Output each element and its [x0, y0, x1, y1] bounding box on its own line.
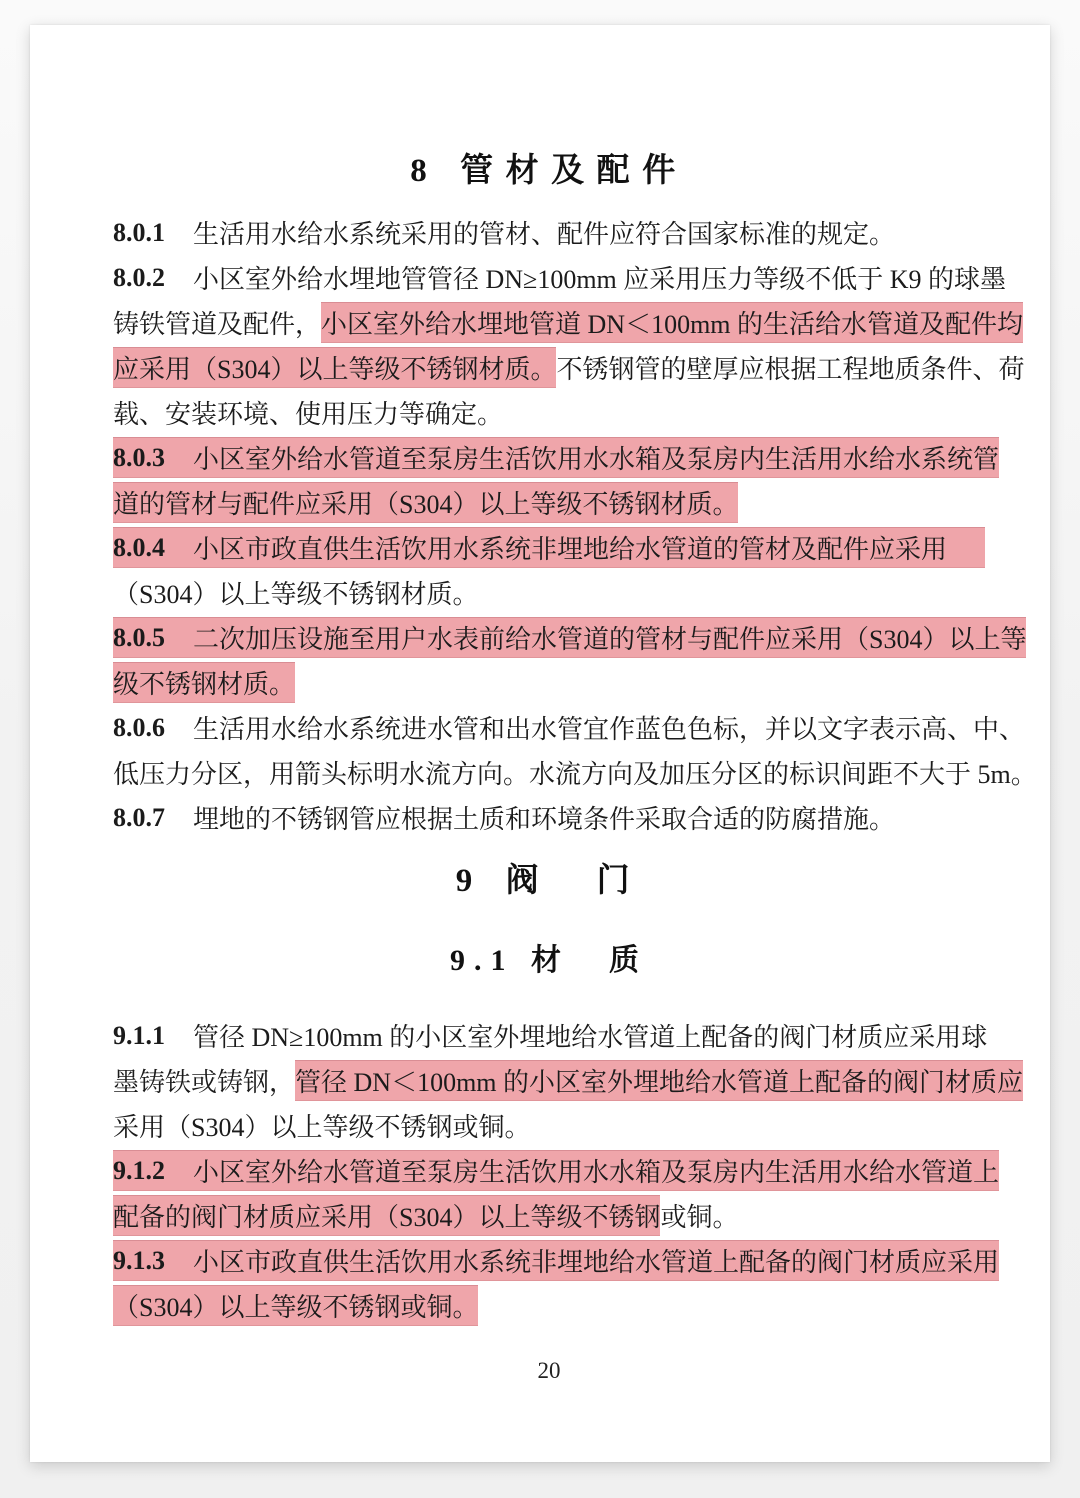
highlighted-text: 8.0.4 — [113, 527, 193, 568]
clause-8-0-6-line-2 — [113, 750, 1037, 795]
page-number: 20 — [537, 1358, 561, 1383]
highlighted-text: 小区室外给水管道至泵房生活饮用水水箱及泵房内生活用水给水管道上 — [193, 1150, 999, 1191]
highlighted-text: 应采用（S304）以上等级不锈钢材质。 — [113, 347, 556, 388]
highlighted-text: 管径 DN＜100mm 的小区室外埋地给水管道上配备的阀门材质应 — [295, 1060, 1023, 1101]
highlighted-text: 小区室外给水管道至泵房生活饮用水水箱及泵房内生活用水给水系统管 — [193, 437, 999, 478]
clause-9-1-1-line-1 — [113, 1013, 988, 1058]
clause-number: 8.0.2 — [113, 262, 165, 292]
highlighted-text: 9.1.3 — [113, 1240, 193, 1281]
page-content — [113, 148, 1037, 1328]
body-text: 生活用水给水系统进水管和出水管宜作蓝色色标，并以文字表示高、中、 — [193, 715, 1026, 744]
clause-8-0-1 — [113, 210, 985, 255]
clause-8-0-3-line-2 — [113, 480, 985, 525]
highlighted-text: 8.0.3 — [113, 437, 193, 478]
highlighted-text: 二次加压设施至用户水表前给水管道的管材与配件应采用（S304）以上等 — [193, 617, 1026, 658]
clause-8-0-7 — [113, 795, 985, 840]
highlighted-text: 道的管材与配件应采用（S304）以上等级不锈钢材质。 — [113, 482, 738, 523]
body-text: 埋地的不锈钢管应根据土质和环境条件采取合适的防腐措施。 — [193, 805, 896, 834]
highlighted-text: 8.0.5 — [113, 617, 193, 658]
body-text: 管径 DN≥100mm 的小区室外埋地给水管道上配备的阀门材质应采用球 — [193, 1023, 988, 1052]
chapter-8-title: 8 管材及配件 — [410, 153, 688, 189]
clause-8-0-2-line-1 — [113, 255, 1007, 300]
chapter-9-title: 9 阀 门 — [455, 863, 643, 899]
body-text: 墨铸铁或铸钢， — [113, 1068, 296, 1097]
clause-8-0-6-line-1 — [113, 705, 1026, 750]
body-text: 或铜。 — [660, 1203, 739, 1232]
clause-9-1-1-line-3 — [113, 1103, 985, 1148]
clause-number: 8.0.7 — [113, 802, 165, 832]
clause-9-1-1-line-2 — [113, 1058, 1024, 1103]
clause-8-0-4-line-2 — [113, 570, 985, 615]
body-text: 小区室外给水埋地管管径 DN≥100mm 应采用压力等级不低于 K9 的球墨 — [193, 265, 1007, 294]
clause-8-0-2-line-4 — [113, 390, 985, 435]
highlighted-text: 配备的阀门材质应采用（S304）以上等级不锈钢 — [113, 1195, 660, 1236]
section-9-1-title: 9.1 材 质 — [450, 944, 648, 977]
clause-8-0-4-line-1 — [113, 525, 985, 570]
body-text: 铸铁管道及配件， — [113, 310, 322, 339]
clause-number: 8.0.1 — [113, 217, 165, 247]
clause-8-0-5-line-2 — [113, 660, 985, 705]
body-text: 不锈钢管的壁厚应根据工程地质条件、荷 — [556, 355, 1025, 384]
clause-9-1-2-line-2 — [113, 1193, 985, 1238]
clause-number: 9.1.1 — [113, 1020, 165, 1050]
clause-9-1-3-line-1 — [113, 1238, 1000, 1283]
clause-8-0-3-line-1 — [113, 435, 1000, 480]
highlighted-text: （S304）以上等级不锈钢或铜。 — [113, 1285, 478, 1326]
body-text: 低压力分区，用箭头标明水流方向。水流方向及加压分区的标识间距不大于 5m。 — [113, 760, 1037, 789]
clause-9-1-3-line-2 — [113, 1283, 985, 1328]
clause-8-0-2-line-2 — [113, 300, 1024, 345]
highlighted-text: 9.1.2 — [113, 1150, 193, 1191]
body-text: （S304）以上等级不锈钢材质。 — [113, 580, 479, 609]
highlighted-text: 小区室外给水埋地管道 DN＜100mm 的生活给水管道及配件均 — [321, 302, 1023, 343]
highlighted-text: 级不锈钢材质。 — [113, 662, 295, 703]
document-page — [30, 25, 1050, 1462]
clause-9-1-2-line-1 — [113, 1148, 1000, 1193]
body-text: 采用（S304）以上等级不锈钢或铜。 — [113, 1113, 531, 1142]
highlighted-text: 小区市政直供生活饮用水系统非埋地给水管道上配备的阀门材质应采用 — [193, 1240, 999, 1281]
highlighted-text: 小区市政直供生活饮用水系统非埋地给水管道的管材及配件应采用 — [193, 527, 985, 568]
clause-number: 8.0.6 — [113, 712, 165, 742]
clause-8-0-5-line-1 — [113, 615, 1027, 660]
body-text: 载、安装环境、使用压力等确定。 — [113, 400, 504, 429]
clause-8-0-2-line-3 — [113, 345, 1025, 390]
body-text: 生活用水给水系统采用的管材、配件应符合国家标准的规定。 — [193, 220, 896, 249]
